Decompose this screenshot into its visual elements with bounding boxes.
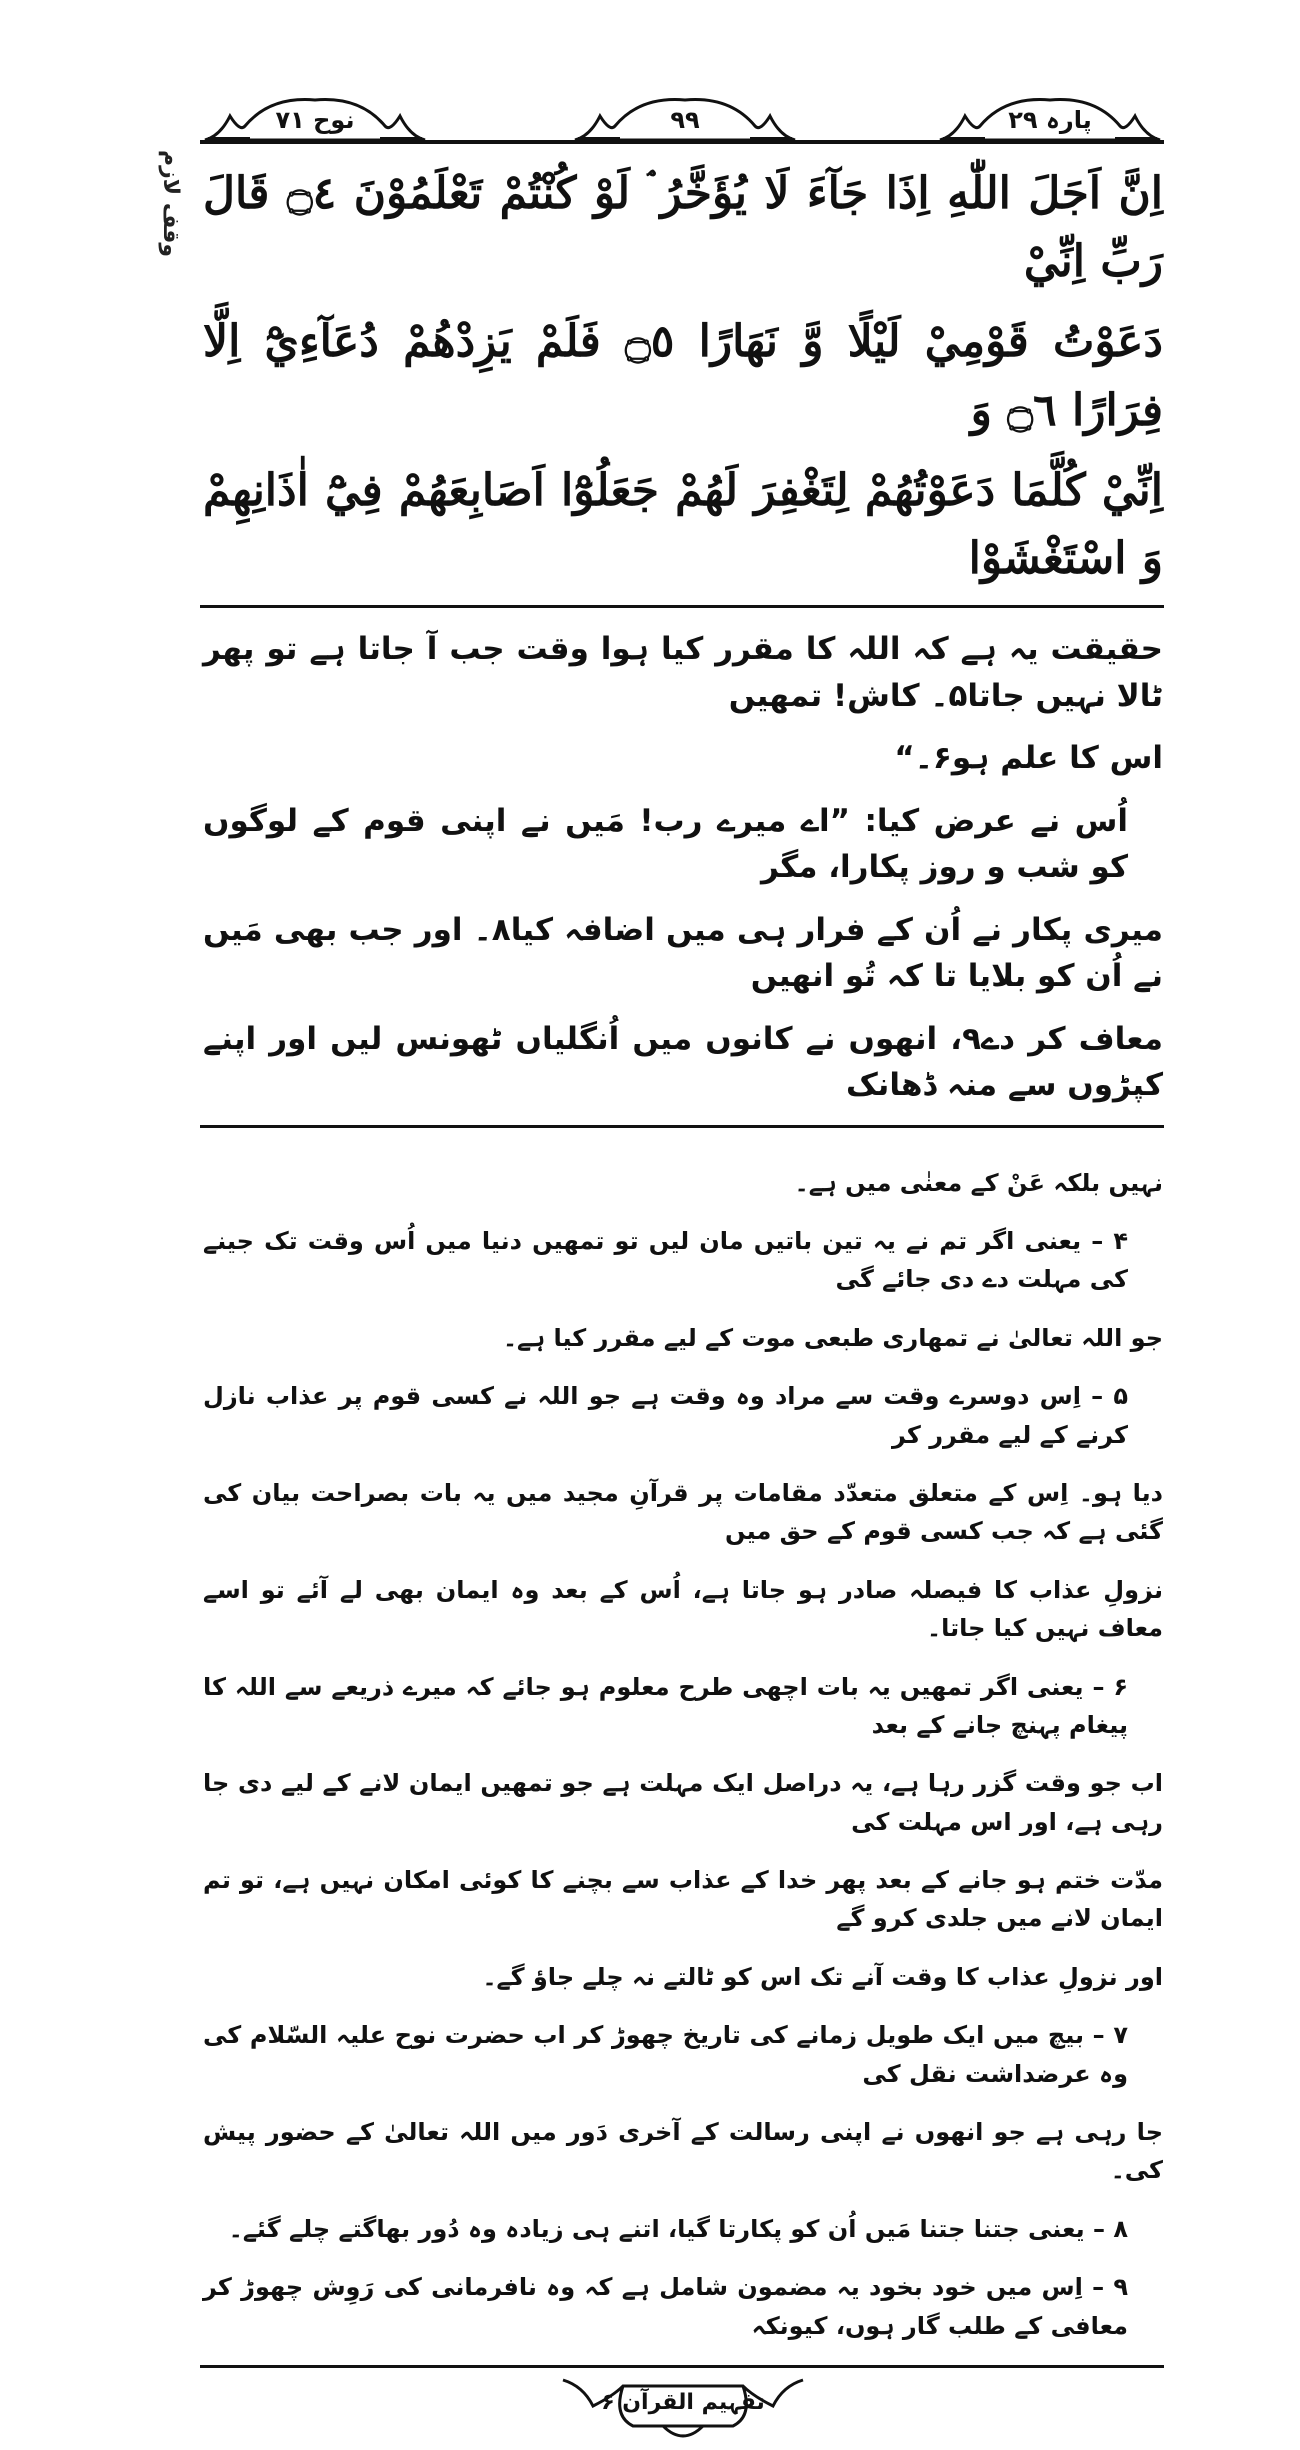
footer-rule: [200, 2365, 1164, 2368]
footnote-line: ۹ – اِس میں خود بخود یہ مضمون شامل ہے کہ وہ نافرمانی کی رَوِش چھوڑ کر معافی کے طلب گار ہوں، کیونکہ: [203, 2273, 1128, 2340]
arabic-line: اِنَّ اَجَلَ اللّٰهِ اِذَا جَآءَ لَا يُؤَخَّرُ ۘ لَوْ كُنْتُمْ تَعْلَمُوْنَ ۝٤ قَالَ رَبِّ اِنِّيْ: [203, 168, 1163, 288]
header-page-ornament: [570, 96, 800, 142]
book-title: تفہیم القرآن ۶: [601, 2390, 765, 2415]
margin-waqf-note: وقف لازم: [158, 150, 183, 258]
arabic-divider: [200, 605, 1164, 608]
footnote-line: ۵ – اِس دوسرے وقت سے مراد وہ وقت ہے جو اللہ نے کسی قوم پر عذاب نازل کرنے کے لیے مقرر کر: [203, 1382, 1128, 1449]
page-body: [203, 160, 1163, 2446]
para-number: پارہ ۲۹: [1008, 106, 1092, 134]
translation-divider: [200, 1125, 1164, 1128]
footer-ornament: [553, 2376, 813, 2446]
header-rule: [200, 140, 1164, 144]
footnote-line: جا رہی ہے جو انھوں نے اپنی رسالت کے آخری دَور میں اللہ تعالیٰ کے حضور پیش کی۔: [203, 2118, 1163, 2185]
footnote-line: دیا ہو۔ اِس کے متعلق متعدّد مقامات پر قرآنِ مجید میں یہ بات بصراحت بیان کی گئی ہے کہ جب کسی قوم کے حق میں: [203, 1478, 1163, 1546]
footnote-line: نزولِ عذاب کا فیصلہ صادر ہو جاتا ہے، اُس کے بعد وہ ایمان بھی لے آئے تو اسے معاف نہیں کیا جاتا۔: [203, 1575, 1163, 1643]
footnote-line: اب جو وقت گزر رہا ہے، یہ دراصل ایک مہلت ہے جو تمھیں ایمان لانے کے لیے دی جا رہی ہے، اور اس مہلت کی: [203, 1769, 1163, 1836]
translation-line: میری پکار نے اُن کے فرار ہی میں اضافہ کیا۸۔ اور جب بھی مَیں نے اُن کو بلایا تا کہ تُو انھیں: [203, 911, 1163, 995]
footnote-line: اور نزولِ عذاب کا وقت آنے تک اس کو ٹالتے نہ چلے جاؤ گے۔: [482, 1962, 1163, 1991]
footnote-line: نہیں بلکہ عَنْ کے معنٰی میں ہے۔: [794, 1168, 1163, 1197]
translation-line: اس کا علم ہو۶۔“: [894, 740, 1163, 777]
surah-reference: نوح ۷۱: [275, 106, 355, 134]
translation-line: اُس نے عرض کیا: ”اے میرے رب! مَیں نے اپنی قوم کے لوگوں کو شب و روز پکارا، مگر: [203, 802, 1128, 886]
header-surah-ornament: [200, 96, 430, 142]
footnote-line: ۴ – یعنی اگر تم نے یہ تین باتیں مان لیں تو تمھیں دنیا میں اُس وقت تک جینے کی مہلت دے دی جائے گی: [203, 1227, 1128, 1294]
header-para-ornament: [935, 96, 1165, 142]
footnote-line: ۸ – یعنی جتنا جتنا مَیں اُن کو پکارتا گیا، اتنے ہی زیادہ وہ دُور بھاگتے چلے گئے۔: [228, 2214, 1128, 2243]
translation-line: معاف کر دے۹، انھوں نے کانوں میں اُنگلیاں ٹھونس لیں اور اپنے کپڑوں سے منہ ڈھانک: [203, 1020, 1163, 1104]
page-number: ۹۹: [670, 106, 700, 134]
footnote-line: ۷ – بیچ میں ایک طویل زمانے کی تاریخ چھوڑ کر اب حضرت نوح علیہ السّلام کی وہ عرضداشت نقل کی: [203, 2021, 1128, 2088]
footnote-line: ۶ – یعنی اگر تمھیں یہ بات اچھی طرح معلوم ہو جائے کہ میرے ذریعے سے اللہ کا پیغام پہنچ جانے کے بعد: [203, 1672, 1128, 1739]
footnote-line: مدّت ختم ہو جانے کے بعد پھر خدا کے عذاب سے بچنے کا کوئی امکان نہیں ہے، تو تم ایمان لانے میں جلدی کرو گے: [203, 1866, 1163, 1933]
arabic-line: دَعَوْتُ قَوْمِيْ لَيْلًا وَّ نَهَارًا ۝٥ فَلَمْ يَزِدْهُمْ دُعَآءِيْٓ اِلَّا فِرَارًا ۝٦ وَ: [203, 316, 1163, 436]
arabic-line: اِنِّيْ كُلَّمَا دَعَوْتُهُمْ لِتَغْفِرَ لَهُمْ جَعَلُوْٓا اَصَابِعَهُمْ فِيْٓ اٰذَانِهِمْ وَ اسْتَغْشَوْا: [203, 464, 1163, 584]
footnote-line: جو اللہ تعالیٰ نے تمھاری طبعی موت کے لیے مقرر کیا ہے۔: [502, 1323, 1163, 1352]
translation-line: حقیقت یہ ہے کہ اللہ کا مقرر کیا ہوا وقت جب آ جاتا ہے تو پھر ٹالا نہیں جاتا۵۔ کاش! تمھیں: [203, 631, 1163, 714]
